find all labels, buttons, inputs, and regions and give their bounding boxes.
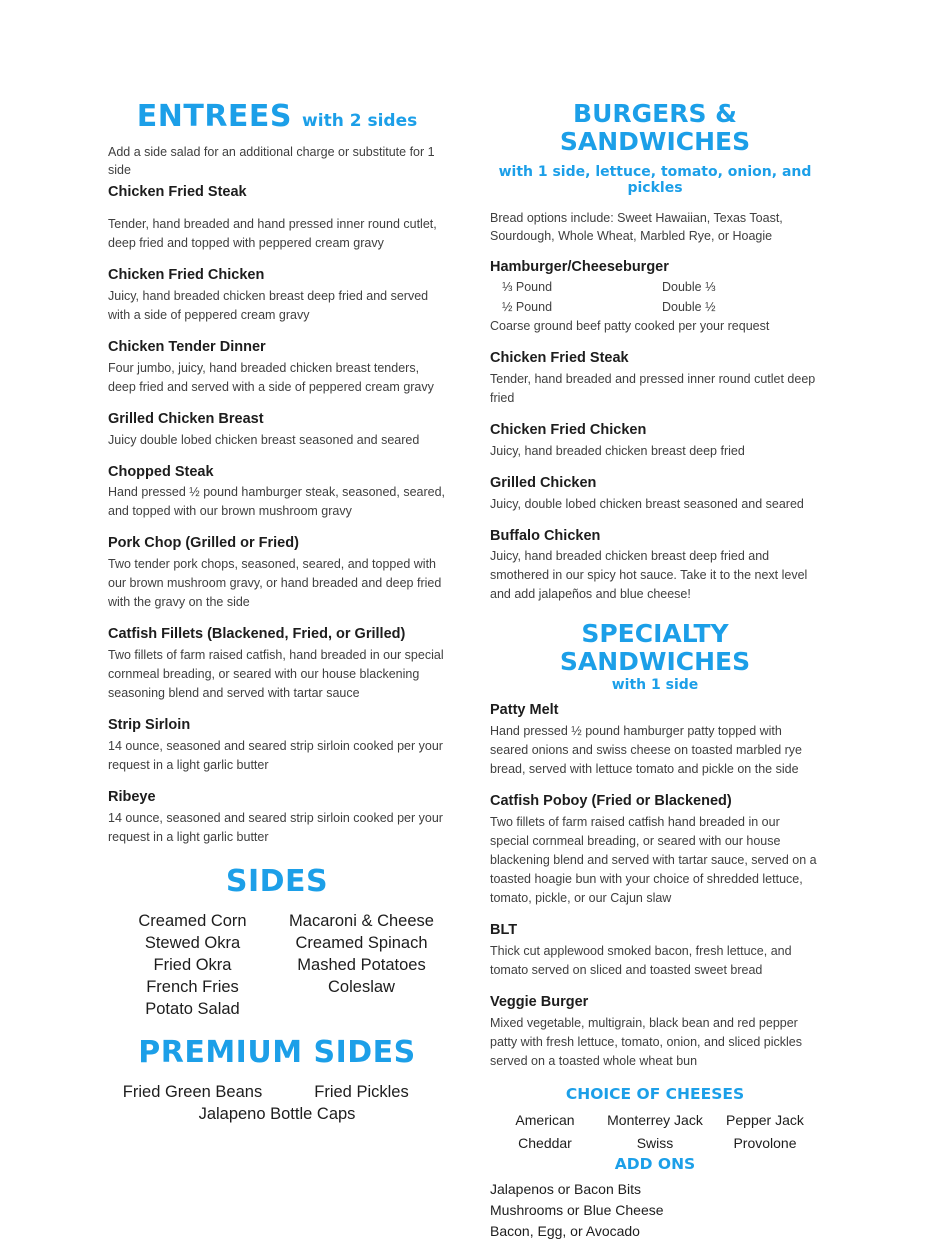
item-desc: Coarse ground beef patty cooked per your request <box>490 319 770 334</box>
item-desc: Two fillets of farm raised catfish, hand breaded in our special cornmeal breading, or seared with our house blackening seasoning blend and served with tartar sauce <box>108 648 444 701</box>
item-name: Catfish Fillets (Blackened, Fried, or Grilled) <box>108 626 406 643</box>
item-name: Grilled Chicken <box>490 474 597 491</box>
side-item: Creamed Corn <box>138 911 247 930</box>
item-name: Buffalo Chicken <box>490 527 601 544</box>
hamburger-option-row <box>490 277 820 297</box>
option-double: Double ⅓ <box>662 280 716 295</box>
item-name: Ribeye <box>108 789 156 805</box>
item-desc: Two tender pork chops, seasoned, seared, and topped with our brown mushroom gravy, or hand breaded and deep fried with the gravy on the side <box>108 557 442 610</box>
item-name: Chicken Fried Steak <box>490 350 629 367</box>
entrees-heading <box>108 100 446 133</box>
item-desc: 14 ounce, seasoned and seared strip sirloin cooked per your request in a light garlic butter <box>108 739 443 772</box>
cheeses-section <box>490 1085 820 1153</box>
item-name: Chicken Fried Steak <box>108 184 247 201</box>
side-item: Creamed Spinach <box>295 933 428 952</box>
addon-item: Bacon, Egg, or Avocado <box>490 1223 640 1240</box>
bread-options-note: Bread options include: Sweet Hawaiian, Texas Toast, Sourdough, Whole Wheat, Marbled Rye, or Hoagie <box>490 211 783 244</box>
cheese-item: Cheddar <box>518 1134 572 1151</box>
entrees-subtitle: with 2 sides <box>302 111 418 131</box>
menu-item <box>108 463 446 522</box>
sides-section <box>108 865 446 1020</box>
sides-column-1 <box>108 910 277 1020</box>
menu-item <box>490 993 820 1071</box>
menu-item <box>108 534 446 612</box>
side-item: Stewed Okra <box>144 933 241 952</box>
side-item: Mashed Potatoes <box>297 955 426 974</box>
addon-item: Jalapenos or Bacon Bits <box>490 1180 641 1197</box>
cheese-item: Swiss <box>636 1134 674 1151</box>
side-item: French Fries <box>146 977 239 996</box>
menu-item <box>108 625 446 703</box>
entrees-title: ENTREES <box>136 99 293 134</box>
menu-item <box>490 474 820 514</box>
item-name: Chicken Tender Dinner <box>108 338 266 355</box>
item-desc: Tender, hand breaded and hand pressed inner round cutlet, deep fried and topped with peppered cream gravy <box>108 217 437 251</box>
menu-item <box>490 527 820 605</box>
entrees-section <box>108 100 446 847</box>
premium-sides-section <box>108 1036 446 1125</box>
menu-item <box>490 701 820 779</box>
cheese-item: Monterrey Jack <box>607 1111 703 1128</box>
item-desc: Juicy, hand breaded chicken breast deep fried and smothered in our spicy hot sauce. Take it to the next level and add jalapeños and blue cheese! <box>490 549 808 602</box>
addons-title: ADD ONS <box>614 1154 696 1173</box>
menu-item <box>108 338 446 397</box>
item-desc: Juicy, hand breaded chicken breast deep fried and served with a side of peppered cream gravy <box>108 288 429 322</box>
premium-side-item: Fried Green Beans <box>122 1082 263 1101</box>
premium-side-item: Fried Pickles <box>314 1082 409 1101</box>
item-desc: 14 ounce, seasoned and seared strip sirloin cooked per your request in a light garlic butter <box>108 810 443 844</box>
item-desc: Hand pressed ½ pound hamburger patty topped with seared onions and swiss cheese on toasted marbled rye bread, served with lettuce tomato and pickle on the side <box>490 724 802 777</box>
option-size: ⅓ Pound <box>502 280 553 295</box>
hamburger-option-row <box>490 297 820 317</box>
item-name: Chicken Fried Chicken <box>108 267 265 284</box>
cheese-item: American <box>515 1111 575 1128</box>
right-column <box>490 100 820 1242</box>
menu-item <box>490 792 820 908</box>
item-desc: Four jumbo, juicy, hand breaded chicken breast tenders, deep fried and served with a side of peppered cream gravy <box>108 360 434 394</box>
cheese-column-1 <box>490 1107 600 1153</box>
item-desc: Juicy double lobed chicken breast seasoned and seared <box>108 432 420 447</box>
premium-side-item: Jalapeno Bottle Caps <box>198 1104 356 1123</box>
cheese-column-3 <box>710 1107 820 1153</box>
left-column <box>108 100 446 1242</box>
item-name: Chopped Steak <box>108 463 214 480</box>
burgers-title: BURGERS & SANDWICHES <box>559 99 751 156</box>
item-desc: Tender, hand breaded and pressed inner round cutlet deep fried <box>490 371 816 405</box>
side-item: Macaroni & Cheese <box>289 911 434 930</box>
item-name: Catfish Poboy (Fried or Blackened) <box>490 793 732 810</box>
item-desc: Thick cut applewood smoked bacon, fresh lettuce, and tomato served on sliced and toasted sweet bread <box>490 944 792 977</box>
sides-title: SIDES <box>225 863 329 899</box>
menu-item <box>108 716 446 775</box>
side-item: Fried Okra <box>153 955 232 974</box>
item-name: Veggie Burger <box>490 994 589 1010</box>
menu-item <box>108 788 446 847</box>
sides-column-2 <box>277 910 446 1020</box>
specialty-section <box>490 620 820 1070</box>
cheeses-title: CHOICE OF CHEESES <box>565 1084 745 1103</box>
burgers-section <box>490 100 820 604</box>
cheese-column-2 <box>600 1107 710 1153</box>
item-name: BLT <box>490 922 518 939</box>
item-name: Pork Chop (Grilled or Fried) <box>108 535 299 552</box>
item-desc: Juicy, double lobed chicken breast seasoned and seared <box>490 496 804 511</box>
item-name: Chicken Fried Chicken <box>490 421 647 438</box>
cheese-item: Pepper Jack <box>726 1111 804 1128</box>
cheese-item: Provolone <box>733 1134 797 1151</box>
menu-item <box>490 349 820 408</box>
option-size: ½ Pound <box>502 300 553 315</box>
specialty-title: SPECIALTY SANDWICHES <box>559 619 751 676</box>
menu-item <box>490 921 820 980</box>
specialty-subtitle: with 1 side <box>611 677 699 694</box>
menu-item <box>490 421 820 461</box>
menu-item <box>108 183 446 253</box>
item-desc: Two fillets of farm raised catfish hand breaded in our special cornmeal breading, or seared with our house blackening blend and served with tartar sauce, served on a toasted hoagie bun with your choice of shredded lettuce, tomato, pickle, or our Cajun slaw <box>490 815 817 906</box>
item-name: Strip Sirloin <box>108 717 191 734</box>
entrees-note: Add a side salad for an additional charge or substitute for 1 side <box>108 145 435 178</box>
menu-item-hamburger <box>490 258 820 336</box>
side-item: Coleslaw <box>328 977 395 996</box>
menu-item <box>108 266 446 325</box>
item-name: Hamburger/Cheeseburger <box>490 259 669 276</box>
side-item: Potato Salad <box>145 999 240 1018</box>
item-name: Grilled Chicken Breast <box>108 410 264 427</box>
burgers-subtitle: with 1 side, lettuce, tomato, onion, and pickles <box>498 164 812 196</box>
item-desc: Hand pressed ½ pound hamburger steak, seasoned, seared, and topped with our brown mushroom gravy <box>108 485 446 519</box>
item-desc: Juicy, hand breaded chicken breast deep fried <box>490 443 745 458</box>
item-name: Patty Melt <box>490 702 559 719</box>
option-double: Double ½ <box>662 300 716 315</box>
menu-item <box>108 410 446 450</box>
addon-item: Mushrooms or Blue Cheese <box>490 1201 664 1218</box>
premium-sides-title: PREMIUM SIDES <box>138 1034 416 1070</box>
item-desc: Mixed vegetable, multigrain, black bean and red pepper patty with fresh lettuce, tomato, onion, and sliced pickles served on a toasted whole wheat bun <box>490 1015 802 1068</box>
addons-section <box>490 1155 820 1242</box>
